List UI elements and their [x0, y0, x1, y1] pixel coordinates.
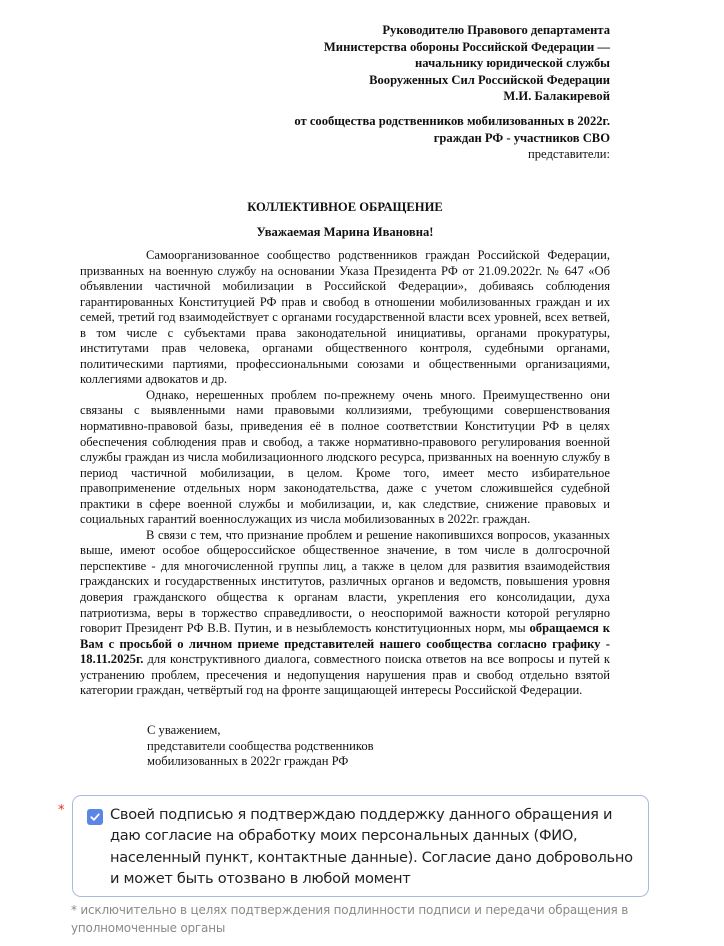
addressee-line: Вооруженных Сил Российской Федерации [369, 72, 610, 87]
consent-footnote: * исключительно в целях подтверждения подлинности подписи и передачи обращения в уполномоченные органы [71, 903, 629, 935]
document-title: КОЛЛЕКТИВНОЕ ОБРАЩЕНИЕ [247, 200, 443, 214]
sender-block [294, 113, 610, 163]
representatives-label: представители: [527, 147, 610, 161]
greeting: Уважаемая Марина Ивановна! [256, 225, 434, 239]
paragraph-2: Однако, нерешенных проблем по-прежнему очень много. Преимущественно они связаны с выявленными нами правовыми коллизиями, требующими совершенствования нормативно-правовой базы, приведения её в полное соответствии Конституции РФ в целях обеспечения соблюдения прав и свобод, а также нормативно-правового регулирования военной службы граждан из числа мобилизационного людского ресурса, призванных на военную службу в период частичной мобилизации, в целом. Кроме того, имеет место избирательное правоприменение отдельных норм законодательства, даже с учетом сложившейся судебной практики в сфере военной службы и мобилизации, и, как следствие, снижение правовых и социальных гарантий военнослужащих из числа мобилизованных в 2022г. граждан. [80, 387, 610, 527]
paragraph-1: Самоорганизованное сообщество родственников граждан Российской Федерации, призванных на военную службу на основании Указа Президента РФ от 21.09.2022г. № 647 «Об объявлении частичной мобилизации в Российской Федерации», добиваясь соблюдения гарантированных Конституцией РФ прав и свобод в отношении мобилизованных граждан и их семей, третий год взаимодействует с органами государственной власти всех уровней, всех ветвей, в том числе с субъектами права законодательной инициативы, органами прокуратуры, институтами прав человека, органами общественного контроля, судебными органами, политическими партиями, профессиональными союзами и общественными организациями, коллегиями адвокатов и др. [80, 248, 610, 387]
paragraph-3-start: В связи с тем, что признание проблем и решение накопившихся вопросов, указанных выше, имеют особое общероссийское общественное значение, в том числе в долгосрочной перспективе - для многочисленной группы лиц, а также в целом для развития взаимодействия гражданских и государственных институтов, различных органов и ведомств, повышения уровня доверия гражданского общества к органам власти, укрепления его консолидации, духа патриотизма, веры в торжество справедливости, о неоспоримой важности которой регулярно говорит Президент РФ В.В. Путин, и в незыблемость конституционных норм, мы [80, 527, 610, 636]
signature-block [147, 723, 374, 770]
required-mark: * [58, 803, 65, 818]
addressee-line: М.И. Балакиревой [503, 89, 610, 103]
addressee-line: Руководителю Правового департамента [382, 23, 610, 37]
addressee-block [324, 22, 610, 105]
document-body [80, 248, 610, 699]
addressee-line: начальнику юридической службы [415, 56, 610, 70]
checkmark-icon [89, 811, 101, 823]
consent-label[interactable]: Своей подписью я подтверждаю поддержку данного обращения и даю согласие на обработку моих персональных данных (ФИО, населенный пункт, контактные данные). Согласие дано добровольно и может быть отозвано в любой момент [110, 806, 633, 887]
signature-line: мобилизованных в 2022г граждан РФ [147, 754, 349, 768]
signature-line: С уважением, [147, 723, 221, 737]
signature-line: представители сообщества родственников [147, 738, 374, 753]
request-highlight: обращаемся к Вам с просьбой о личном приеме представителей нашего сообщества согласно графику - 18.11.2025г. [80, 621, 610, 667]
addressee-line: Министерства обороны Российской Федерации — [323, 39, 610, 54]
paragraph-3-end: для конструктивного диалога, совместного поиска ответов на все вопросы и путей к устранению проблем, пресечения и недопущения нарушения прав и свобод отдельно взятой категории граждан, четвёртый год на фронте защищающей интересы Российской Федерации. [80, 652, 610, 698]
sender-line: граждан РФ - участников СВО [433, 130, 610, 145]
paragraph-3 [80, 528, 610, 699]
sender-line: от сообщества родственников мобилизованных в 2022г. [294, 114, 610, 128]
consent-checkbox[interactable] [87, 809, 103, 825]
consent-field[interactable] [72, 795, 649, 897]
